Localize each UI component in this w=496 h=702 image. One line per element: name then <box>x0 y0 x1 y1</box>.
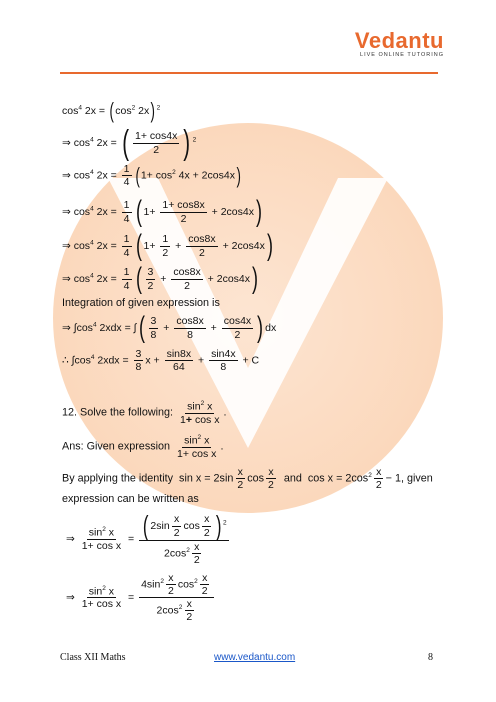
page-number: 8 <box>428 652 433 663</box>
math-line-2: ⇒ $\cos^4 2x$ = ( $\frac{1+ \cos 4x}{2}$ ) $^2$ <box>62 124 197 162</box>
integral-line-1: ⇒ $\int\cos^4$ 2xdx = ∫( $\frac{3}{8}$ + $\frac{\cos 8x}{8}$ + $\frac{\cos 4x}{2}$ ) dx <box>62 311 277 344</box>
identity-line-2: expression can be written as <box>62 493 199 505</box>
brand-tagline: LIVE ONLINE TUTORING <box>360 52 444 58</box>
footer-link-wrap <box>214 652 295 663</box>
rewrite-line-2: ⇒ $\frac{\sin^2 x}{\text{1+ cos x}}$ = $4\sin^2$ $\frac{x}{2}$ $\cos^2$ $\frac{x}{2}$ $2\cos^2$ $\frac{x}{2}$ <box>66 572 216 623</box>
footer-link[interactable]: www.vedantu.com <box>214 652 296 663</box>
integration-heading: Integration of given expression is <box>62 297 220 309</box>
answer-line: Ans: Given expression $\frac{\sin^2 x}{\text{1+ cos x}}$ . <box>62 434 224 460</box>
math-line-4: ⇒ $\cos^4 2x$ = $\frac{1}{4}$ ( 1+ $\frac{1+ \cos 8x}{2}$ + 2cos4x) <box>62 195 262 228</box>
brand-logo <box>355 28 444 58</box>
identity-text-a: By applying the identity <box>62 472 174 485</box>
math-line-1: $\cos^4 2x = (\cos^2$ 2x)$^2$ <box>62 98 161 123</box>
identity-line: By applying the identity sin x = 2sin $\frac{x}{2}$ cos $\frac{x}{2}$ and $\cos x = 2\cos^2$ $\frac{x}{2}$ − 1, given <box>62 466 433 492</box>
identity-text-b: , given <box>400 472 433 485</box>
math-line-6: ⇒ $\cos^4 2x$ = $\frac{1}{4}$ ( $\frac{3}{2}$ + $\frac{\cos 8x}{2}$ + 2cos4x) <box>62 262 259 295</box>
question-12: 12. Solve the following: $\frac{\sin^2 x}{\text{1+ cos x}}$ . <box>62 400 227 426</box>
footer-class: Class XII Maths <box>60 652 126 663</box>
identity-text-and: and <box>283 472 302 485</box>
integral-line-2: ∴ $\int\cos^4$ 2xdx = $\frac{3}{8}$ x + $\frac{\sin 8x}{64}$ + $\frac{\sin 4x}{8}$ + C <box>62 348 260 374</box>
question-12-label: 12. Solve the following: <box>62 406 174 419</box>
brand-name: Vedantu <box>354 28 444 53</box>
math-line-5: ⇒ $\cos^4 2x$ = $\frac{1}{4}$ ( 1+ $\frac{1}{2}$ + $\frac{\cos 8x}{2}$ + 2cos4x) <box>62 229 273 262</box>
header-divider <box>60 72 438 74</box>
math-line-3: ⇒ $\cos^4 2x$ = $\frac{1}{4}$ $(1+ \cos^2 4x + 2\cos 4x)$ <box>62 162 241 189</box>
rewrite-line-1: ⇒ $\frac{\sin^2 x}{\text{1+ cos x}}$ = ( 2sin $\frac{x}{2}$ cos $\frac{x}{2}$ ) $^2$ $2\cos^2$ $\frac{x}{2}$ <box>66 510 227 567</box>
answer-label: Ans: Given expression <box>62 440 171 453</box>
